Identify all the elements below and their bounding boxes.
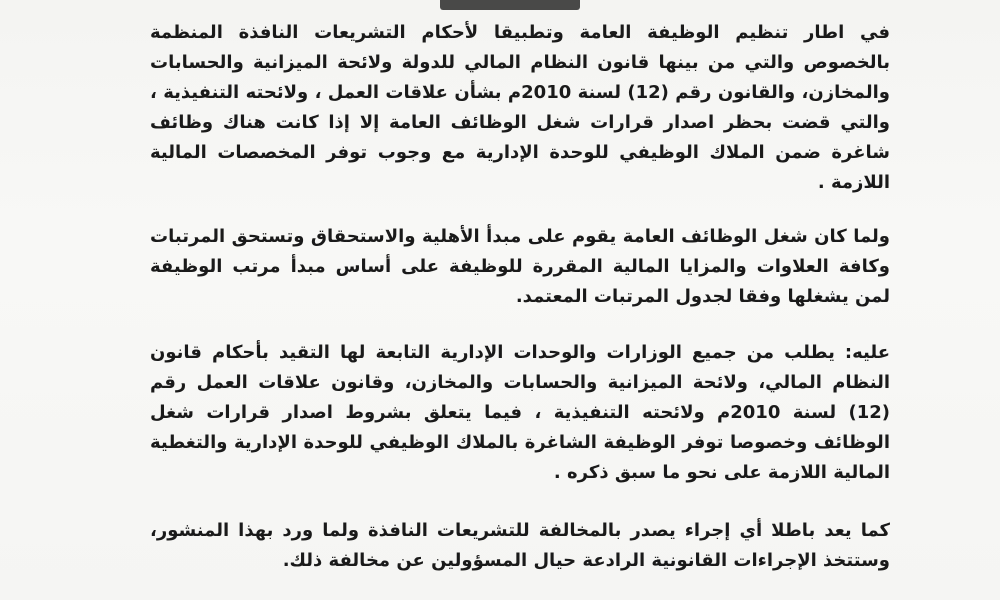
paragraph-penalty: كما يعد باطلا أي إجراء يصدر بالمخالفة للتشريعات النافذة ولما ورد بهذا المنشور، وستتخذ الإجراءات القانونية الرادعة حيال المسؤولين عن مخالفة ذلك. [150, 520, 890, 571]
paragraph-directive: عليه: يطلب من جميع الوزارات والوحدات الإدارية التابعة لها التقيد بأحكام قانون النظام المالي، ولائحة الميزانية والحسابات والمخازن، وقانون علاقات العمل رقم (12) لسنة 2010م ولائحته التنفيذية ، فيما يتعلق بشروط اصدار قرارات شغل الوظائف وخصوصا توفر الوظيفة الشاغرة بالملاك الوظيفي للوحدة الإدارية والتغطية المالية اللازمة على نحو ما سبق ذكره . [150, 342, 890, 483]
paragraph-preamble: في اطار تنظيم الوظيفة العامة وتطبيقا لأحكام التشريعات النافذة المنظمة بالخصوص والتي من بينها قانون النظام المالي للدولة ولائحة الميزانية والحسابات والمخازن، والقانون رقم (12) لسنة 2010م بشأن علاقات العمل ، ولائحته التنفيذية ، والتي قضت بحظر اصدار قرارات شغل الوظائف العامة إلا إذا كانت هناك وظائف شاغرة ضمن الملاك الوظيفي للوحدة الإدارية مع وجوب توفر المخصصات المالية اللازمة . [150, 22, 890, 193]
paragraph-principle: ولما كان شغل الوظائف العامة يقوم على مبدأ الأهلية والاستحقاق وتستحق المرتبات وكافة العلاوات والمزايا المالية المقررة للوظيفة على أساس مبدأ مرتب الوظيفة لمن يشغلها وفقا لجدول المرتبات المعتمد. [150, 226, 890, 307]
top-edge-mark [440, 0, 580, 10]
document-body [150, 18, 890, 576]
